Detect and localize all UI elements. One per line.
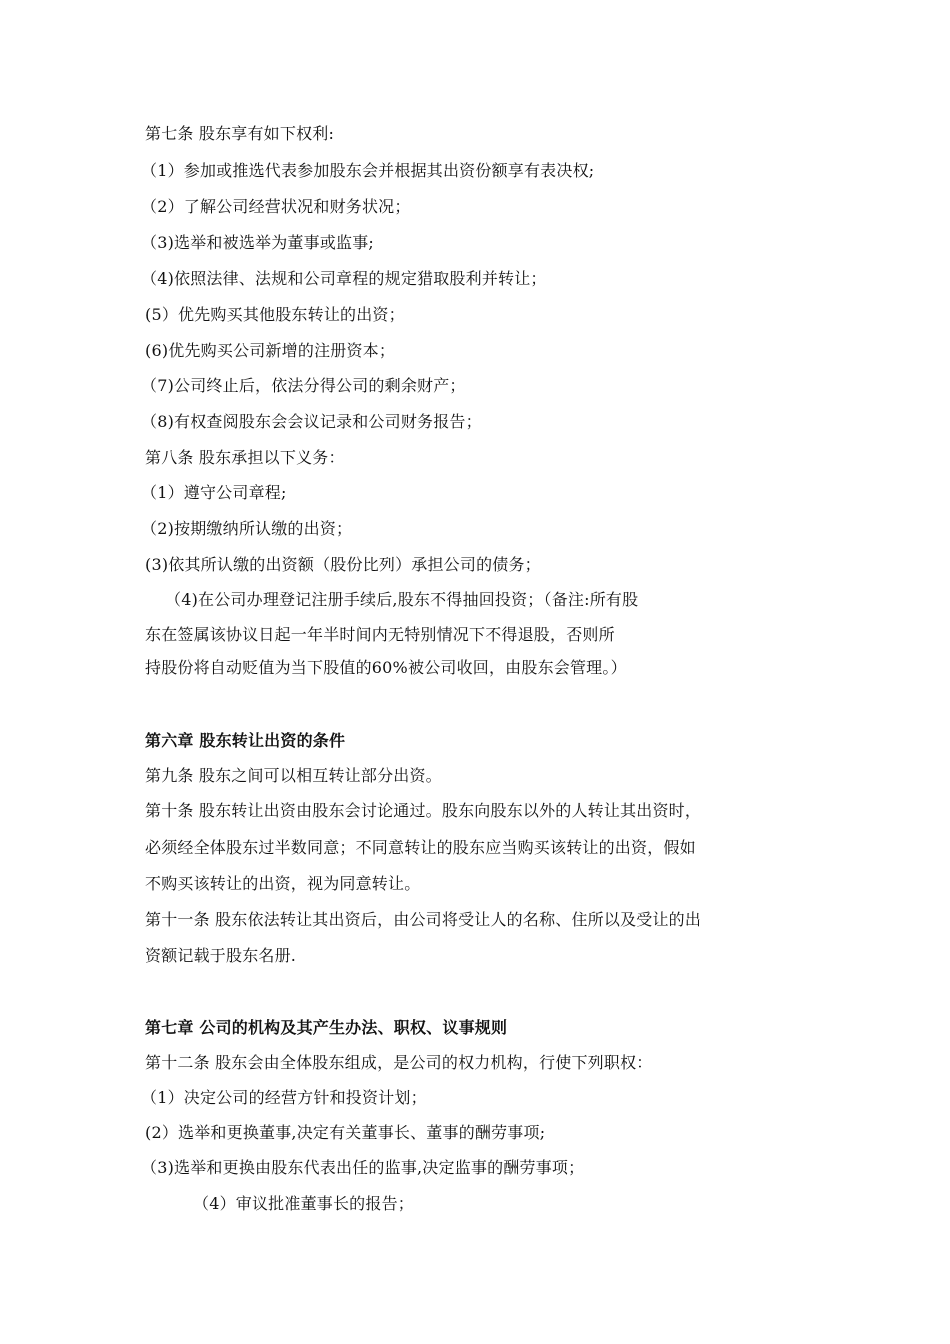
article-10-line-1: 第十条 股东转让出资由股东会讨论通过。股东向股东以外的人转让其出资时，: [145, 801, 702, 820]
article-8-item-3: (3)依其所认缴的出资额（股份比列）承担公司的债务；: [145, 555, 541, 574]
article-11-line-1: 第十一条 股东依法转让其出资后，由公司将受让人的名称、住所以及受让的出: [145, 910, 702, 929]
article-12-item-3: （3)选举和更换由股东代表出任的监事,决定监事的酬劳事项；: [141, 1158, 585, 1177]
article-11-line-2: 资额记载于股东名册.: [145, 946, 297, 965]
article-9: 第九条 股东之间可以相互转让部分出资。: [145, 766, 442, 785]
article-8-item-4-line-1: （4)在公司办理登记注册手续后,股东不得抽回投资；（备注:所有股: [165, 590, 639, 609]
article-7-item-8: （8)有权查阅股东会会议记录和公司财务报告；: [141, 412, 482, 431]
article-12-item-4: （4）审议批准董事长的报告；: [193, 1194, 414, 1213]
article-10-line-2: 必须经全体股东过半数同意；不同意转让的股东应当购买该转让的出资，假如: [145, 838, 696, 857]
article-8-title: 第八条 股东承担以下义务：: [145, 448, 345, 467]
article-7-item-4: （4)依照法律、法规和公司章程的规定猎取股利并转让；: [141, 269, 547, 288]
chapter-7-heading: 第七章 公司的机构及其产生办法、职权、议事规则: [145, 1018, 508, 1037]
article-7-item-2: （2）了解公司经营状况和财务状况；: [141, 197, 411, 216]
article-12-item-1: （1）决定公司的经营方针和投资计划；: [141, 1088, 427, 1107]
article-8-item-4-line-2: 东在签属该协议日起一年半时间内无特别情况下不得退股，否则所: [145, 625, 615, 644]
article-7-item-3: （3)选举和被选举为董事或监事;: [141, 233, 375, 252]
article-8-item-1: （1）遵守公司章程;: [141, 483, 287, 502]
article-7-item-1: （1）参加或推选代表参加股东会并根据其出资份额享有表决权;: [141, 161, 595, 180]
article-7-item-5: (5）优先购买其他股东转让的出资；: [145, 305, 405, 324]
article-7-title: 第七条 股东享有如下权利:: [145, 124, 335, 143]
article-12-item-2: (2）选举和更换董事,决定有关董事长、董事的酬劳事项;: [145, 1123, 546, 1142]
article-8-item-4-line-3: 持股份将自动贬值为当下股值的60%被公司收回，由股东会管理。）: [145, 658, 627, 677]
chapter-6-heading: 第六章 股东转让出资的条件: [145, 731, 346, 750]
article-12: 第十二条 股东会由全体股东组成，是公司的权力机构，行使下列职权：: [145, 1053, 653, 1072]
article-7-item-7: （7)公司终止后，依法分得公司的剩余财产；: [141, 376, 466, 395]
article-7-item-6: (6)优先购买公司新增的注册资本；: [145, 341, 396, 360]
article-10-line-3: 不购买该转让的出资，视为同意转让。: [145, 874, 421, 893]
article-8-item-2: （2)按期缴纳所认缴的出资；: [141, 519, 353, 538]
